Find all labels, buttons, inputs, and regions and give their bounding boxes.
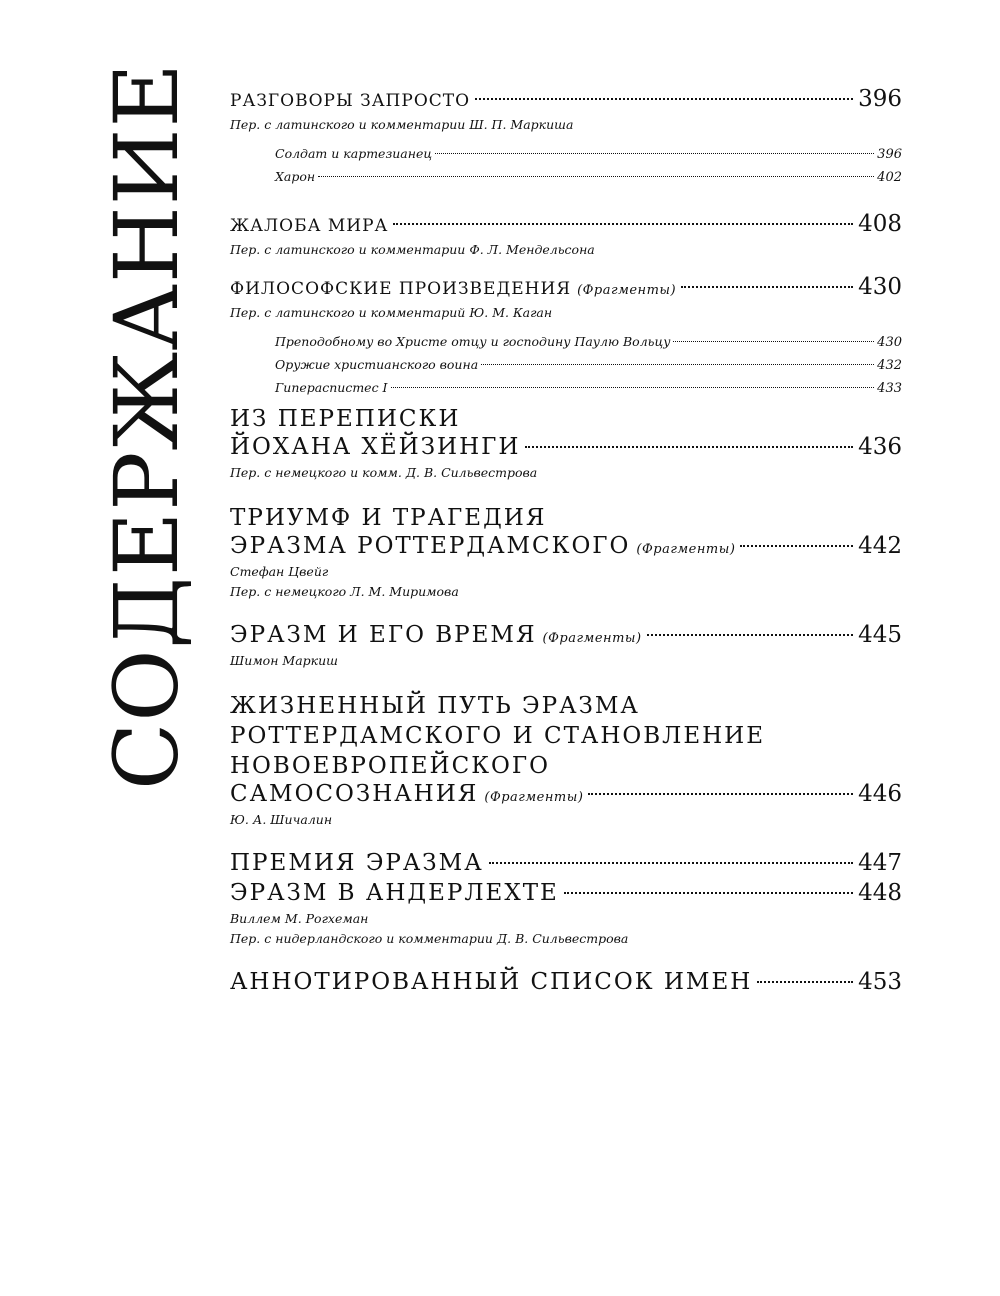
entry-note: (Фрагменты) bbox=[542, 631, 642, 646]
toc-entry bbox=[230, 880, 902, 949]
entry-title: ПРЕМИЯ ЭРАЗМА bbox=[230, 850, 484, 876]
page-number: 447 bbox=[858, 850, 902, 876]
dot-leader bbox=[475, 98, 853, 100]
entry-credit: Пер. с немецкого Л. М. Миримова bbox=[230, 584, 459, 599]
subentry bbox=[275, 331, 902, 354]
entry-title-line: ИЗ ПЕРЕПИСКИ bbox=[230, 406, 461, 432]
entry-title: ФИЛОСОФСКИЕ ПРОИЗВЕДЕНИЯ bbox=[230, 279, 572, 299]
page-number: 430 bbox=[858, 274, 902, 300]
entry-author: Ю. А. Шичалин bbox=[230, 812, 333, 827]
subentry-page: 396 bbox=[877, 147, 902, 162]
entry-title-line: ЙОХАНА ХЁЙЗИНГИ bbox=[230, 434, 521, 460]
page-number: 448 bbox=[858, 880, 902, 906]
entry-author: Стефан Цвейг bbox=[230, 564, 329, 579]
dot-leader bbox=[525, 446, 853, 448]
subentry-page: 433 bbox=[877, 381, 902, 396]
toc-entry bbox=[230, 850, 902, 876]
page-number: 436 bbox=[858, 434, 902, 460]
entry-title: ЭРАЗМ В АНДЕРЛЕХТЕ bbox=[230, 880, 559, 906]
dot-leader bbox=[588, 793, 853, 795]
toc-entry bbox=[230, 503, 902, 602]
entry-title: АННОТИРОВАННЫЙ СПИСОК ИМЕН bbox=[230, 969, 753, 995]
subentry-title: Гипераспистес I bbox=[275, 380, 388, 395]
page-number: 453 bbox=[858, 969, 902, 995]
dot-leader bbox=[391, 387, 875, 388]
entry-title-line: САМОСОЗНАНИЯ bbox=[230, 781, 479, 807]
toc-entry bbox=[230, 86, 902, 189]
entry-title-line: РОТТЕРДАМСКОГО И СТАНОВЛЕНИЕ bbox=[230, 723, 766, 749]
dot-leader bbox=[481, 364, 874, 365]
entry-credit: Пер. с немецкого и комм. Д. В. Сильвестрова bbox=[230, 465, 538, 480]
page-number: 445 bbox=[858, 622, 902, 648]
dot-leader bbox=[757, 981, 853, 983]
entry-title-line: ЭРАЗМА РОТТЕРДАМСКОГО bbox=[230, 533, 631, 559]
entry-credit: Пер. с латинского и комментарий Ю. М. Каган bbox=[230, 305, 553, 320]
subentry-title: Солдат и картезианец bbox=[275, 146, 433, 161]
page-number: 408 bbox=[858, 211, 902, 237]
entry-title-line: ТРИУМФ И ТРАГЕДИЯ bbox=[230, 505, 547, 531]
dot-leader bbox=[647, 634, 854, 636]
entry-title: ЖАЛОБА МИРА bbox=[230, 216, 389, 236]
entry-credit: Пер. с латинского и комментарии Ш. П. Маркиша bbox=[230, 117, 574, 132]
dot-leader bbox=[681, 286, 853, 288]
subentry bbox=[275, 143, 902, 166]
entry-note: (Фрагменты) bbox=[636, 542, 736, 557]
subentry-page: 432 bbox=[877, 358, 902, 373]
entry-author: Виллем М. Рогхеман bbox=[230, 911, 369, 926]
subentries bbox=[275, 143, 902, 189]
subentry-page: 430 bbox=[877, 335, 902, 350]
subentry bbox=[275, 354, 902, 377]
toc-entry bbox=[230, 622, 902, 671]
entry-credit: Пер. с нидерландского и комментарии Д. В. Сильвестрова bbox=[230, 931, 629, 946]
entry-note: (Фрагменты) bbox=[484, 790, 584, 805]
subentry-page: 402 bbox=[877, 170, 902, 185]
toc-entry bbox=[230, 691, 902, 830]
subentry-title: Оружие христианского воина bbox=[275, 357, 479, 372]
subentry bbox=[275, 166, 902, 189]
toc-entry bbox=[230, 404, 902, 483]
dot-leader bbox=[673, 341, 874, 342]
entry-credit: Пер. с латинского и комментарии Ф. Л. Мендельсона bbox=[230, 242, 595, 257]
dot-leader bbox=[318, 176, 874, 177]
entry-author: Шимон Маркиш bbox=[230, 653, 339, 668]
subentry-title: Харон bbox=[275, 169, 316, 184]
page-title: СОДЕРЖАНИЕ bbox=[95, 62, 198, 790]
dot-leader bbox=[740, 545, 853, 547]
dot-leader bbox=[489, 862, 853, 864]
page-number: 442 bbox=[858, 533, 902, 559]
entry-title: РАЗГОВОРЫ ЗАПРОСТО bbox=[230, 91, 471, 111]
dot-leader bbox=[393, 223, 853, 225]
entry-title-line: ЖИЗНЕННЫЙ ПУТЬ ЭРАЗМА bbox=[230, 693, 640, 719]
subentries bbox=[275, 331, 902, 400]
subentry-title: Преподобному во Христе отцу и господину Паулю Вольцу bbox=[275, 334, 671, 349]
entry-title: ЭРАЗМ И ЕГО ВРЕМЯ bbox=[230, 622, 537, 648]
dot-leader bbox=[435, 153, 874, 154]
page-number: 396 bbox=[858, 86, 902, 112]
dot-leader bbox=[564, 892, 853, 894]
page-number: 446 bbox=[858, 781, 902, 807]
table-of-contents bbox=[230, 86, 902, 995]
subentry bbox=[275, 377, 902, 400]
entry-title-line: НОВОЕВРОПЕЙСКОГО bbox=[230, 753, 550, 779]
toc-entry bbox=[230, 211, 902, 260]
toc-entry bbox=[230, 969, 902, 995]
entry-note: (Фрагменты) bbox=[577, 283, 677, 298]
toc-entry bbox=[230, 274, 902, 400]
